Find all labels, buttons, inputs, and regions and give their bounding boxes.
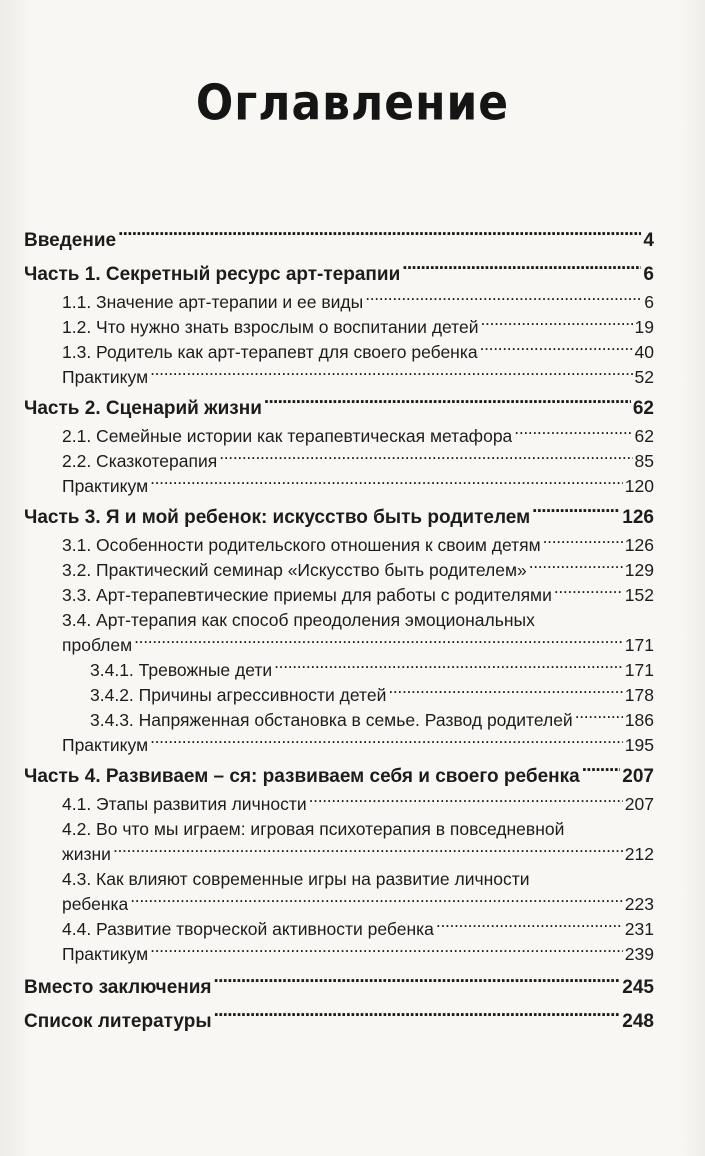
dot-leader <box>532 504 620 523</box>
toc-entry-part2[interactable] <box>24 394 654 424</box>
toc-entry-title-line1: 3.4. Арт-терапия как способ преодоления эмоциональных <box>62 610 535 630</box>
toc-entry-part1[interactable] <box>24 260 654 290</box>
toc-entry-page: 207 <box>624 794 654 814</box>
toc-entry-3-4-2[interactable] <box>24 683 654 708</box>
toc-entry-page: 52 <box>634 367 654 387</box>
dot-leader <box>402 261 641 280</box>
dot-leader <box>134 634 623 652</box>
dot-leader <box>214 1008 621 1027</box>
toc-entry-title-line2: проблем <box>62 635 133 655</box>
toc-entry-title: 1.1. Значение арт-терапии и ее виды <box>62 292 364 312</box>
toc-entry-3-practicum[interactable] <box>24 733 654 758</box>
toc-entry-title: 3.2. Практический семинар «Искусство быть родителем» <box>62 560 527 580</box>
toc-entry-title: 2.1. Семейные истории как терапевтическая метафора <box>62 426 513 446</box>
toc-entry-page: 186 <box>624 710 654 730</box>
toc-entry-part3[interactable] <box>24 503 654 533</box>
toc-entry-1-2[interactable] <box>24 315 654 340</box>
toc-entry-part4[interactable] <box>24 762 654 792</box>
toc-entry-page: 231 <box>624 919 654 939</box>
toc-entry-2-practicum[interactable] <box>24 474 654 499</box>
dot-leader <box>481 316 633 334</box>
toc-entry-2-2[interactable] <box>24 449 654 474</box>
toc-entry-title: Часть 3. Я и мой ребенок: искусство быть родителем <box>24 507 531 528</box>
dot-leader <box>150 475 623 493</box>
toc-entry-4-practicum[interactable] <box>24 942 654 967</box>
toc-entry-title-line2: ребенка <box>62 894 129 914</box>
toc-entry-page: 126 <box>624 535 654 555</box>
toc-entry-title: Часть 1. Секретный ресурс арт-терапии <box>24 264 401 285</box>
toc-entry-page: 126 <box>622 507 654 528</box>
toc-entry-page: 40 <box>634 342 654 362</box>
dot-leader <box>309 793 623 811</box>
toc-entry-page: 223 <box>624 894 654 914</box>
toc-entry-title: Список литературы <box>24 1011 212 1032</box>
toc-entry-title: 3.4.3. Напряженная обстановка в семье. Развод родителей <box>90 710 573 730</box>
dot-leader <box>365 291 642 309</box>
toc-entry-title: Вместо заключения <box>24 977 212 998</box>
toc-entry-page: 129 <box>624 560 654 580</box>
dot-leader <box>264 395 631 414</box>
toc-entry-page: 248 <box>622 1011 654 1032</box>
dot-leader <box>113 843 623 861</box>
toc-entry-title: 3.4.2. Причины агрессивности детей <box>90 685 387 705</box>
toc-entry-1-practicum[interactable] <box>24 365 654 390</box>
toc-entry-intro[interactable] <box>24 226 654 256</box>
toc-entry-3-2[interactable] <box>24 558 654 583</box>
dot-leader <box>150 943 623 961</box>
toc-entry-3-4[interactable] <box>24 608 654 658</box>
toc-entry-3-1[interactable] <box>24 533 654 558</box>
toc-entry-title: Практикум <box>62 944 149 964</box>
dot-leader <box>554 584 623 602</box>
toc-entry-title: Практикум <box>62 476 149 496</box>
toc-entry-4-1[interactable] <box>24 792 654 817</box>
toc-entry-page: 239 <box>624 944 654 964</box>
dot-leader <box>388 684 622 702</box>
toc-entry-4-2[interactable] <box>24 817 654 867</box>
toc-entry-title: Практикум <box>62 367 149 387</box>
dot-leader <box>150 734 623 752</box>
toc-entry-title-line1: 4.2. Во что мы играем: игровая психотерапия в повседневной <box>62 819 565 839</box>
toc-entry-page: 212 <box>624 844 654 864</box>
toc-entry-4-3[interactable] <box>24 867 654 917</box>
toc-entry-2-1[interactable] <box>24 424 654 449</box>
toc-entry-3-4-3[interactable] <box>24 708 654 733</box>
toc-entry-page: 6 <box>643 264 654 285</box>
table-of-contents <box>24 226 654 1037</box>
toc-entry-title: 1.3. Родитель как арт-терапевт для своего ребенка <box>62 342 478 362</box>
toc-entry-title-line2: жизни <box>62 844 111 864</box>
toc-entry-page: 178 <box>624 685 654 705</box>
dot-leader <box>514 425 632 443</box>
dot-leader <box>219 450 632 468</box>
dot-leader <box>480 341 633 359</box>
toc-entry-page: 62 <box>634 426 654 446</box>
toc-entry-title: 3.4.1. Тревожные дети <box>90 660 273 680</box>
dot-leader <box>529 559 623 577</box>
toc-entry-title: 3.1. Особенности родительского отношения к своим детям <box>62 535 541 555</box>
toc-entry-title: Практикум <box>62 735 149 755</box>
dot-leader <box>436 918 623 936</box>
toc-entry-page: 245 <box>622 977 654 998</box>
toc-entry-title: 4.1. Этапы развития личности <box>62 794 307 814</box>
dot-leader <box>118 227 641 246</box>
toc-entry-4-4[interactable] <box>24 917 654 942</box>
toc-entry-1-1[interactable] <box>24 290 654 315</box>
dot-leader <box>543 534 623 552</box>
toc-entry-page: 19 <box>634 317 654 337</box>
toc-entry-page: 120 <box>624 476 654 496</box>
toc-entry-title: Часть 2. Сценарий жизни <box>24 398 262 419</box>
toc-entry-page: 62 <box>632 398 654 419</box>
dot-leader <box>130 893 623 911</box>
toc-entry-title: Часть 4. Развиваем – ся: развиваем себя и своего ребенка <box>24 766 580 787</box>
dot-leader <box>150 366 632 384</box>
toc-entry-title-line1: 4.3. Как влияют современные игры на развитие личности <box>62 869 530 889</box>
toc-entry-1-3[interactable] <box>24 340 654 365</box>
toc-entry-title: 3.3. Арт-терапевтические приемы для работы с родителями <box>62 585 552 605</box>
dot-leader <box>582 763 621 782</box>
toc-entry-title: 1.2. Что нужно знать взрослым о воспитании детей <box>62 317 479 337</box>
toc-entry-page: 85 <box>634 451 654 471</box>
toc-entry-3-3[interactable] <box>24 583 654 608</box>
toc-entry-title: 2.2. Сказкотерапия <box>62 451 218 471</box>
toc-entry-page: 171 <box>624 660 654 680</box>
toc-entry-page: 6 <box>644 292 654 312</box>
dot-leader <box>214 974 621 993</box>
dot-leader <box>274 659 623 677</box>
toc-entry-page: 207 <box>622 766 654 787</box>
toc-entry-title: Введение <box>24 230 117 251</box>
page-title: Оглавление <box>195 74 510 133</box>
toc-entry-page: 171 <box>624 635 654 655</box>
toc-entry-page: 152 <box>624 585 654 605</box>
toc-entry-page: 195 <box>624 735 654 755</box>
dot-leader <box>575 709 623 727</box>
toc-entry-page: 4 <box>643 230 654 251</box>
toc-entry-3-4-1[interactable] <box>24 658 654 683</box>
toc-entry-bibliography[interactable] <box>24 1007 654 1037</box>
toc-entry-conclusion[interactable] <box>24 973 654 1003</box>
toc-entry-title: 4.4. Развитие творческой активности ребенка <box>62 919 434 939</box>
